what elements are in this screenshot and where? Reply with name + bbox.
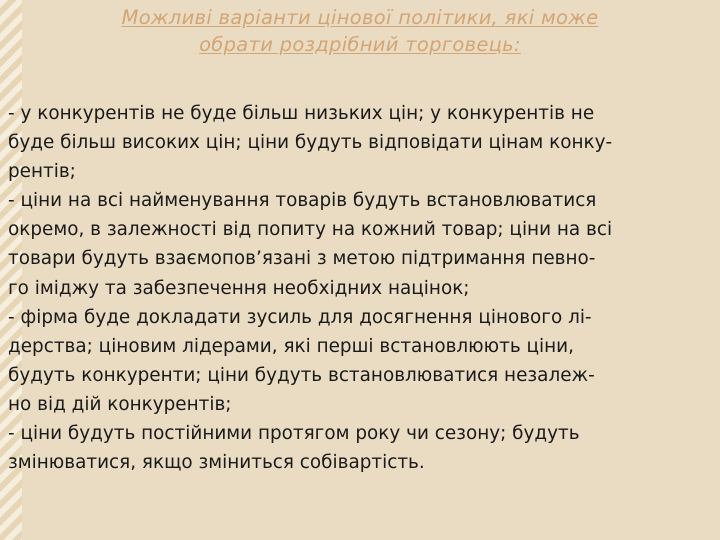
slide-title-line: обрати роздрібний торговець: xyxy=(199,33,521,56)
slide-title-line: Можливі варіанти цінової політики, які може xyxy=(121,6,599,29)
slide-title xyxy=(40,4,680,58)
body-line: товари будуть взаємопов’язані з метою підтримання певно- xyxy=(8,248,596,270)
body-line: окремо, в залежності від попиту на кожний товар; ціни на всі xyxy=(8,219,613,241)
body-line: го іміджу та забезпечення необхідних націнок; xyxy=(8,277,470,299)
body-line: рентів; xyxy=(8,161,76,183)
body-line: но від дій конкурентів; xyxy=(8,393,232,415)
body-line: дерства; ціновим лідерами, які перші встановлюють ціни, xyxy=(8,335,574,357)
slide-body xyxy=(8,99,718,477)
body-line: змінюватися, якщо зміниться собівартість. xyxy=(8,452,425,474)
body-line: - ціни на всі найменування товарів будуть встановлюватися xyxy=(8,190,597,212)
body-line: будуть конкуренти; ціни будуть встановлюватися незалеж- xyxy=(8,364,595,386)
body-line: - фірма буде докладати зусиль для досягнення цінового лі- xyxy=(8,306,592,328)
body-line: - ціни будуть постійними протягом року чи сезону; будуть xyxy=(8,423,580,445)
body-line: - у конкурентів не буде більш низьких цін; у конкурентів не xyxy=(8,103,595,124)
body-line: буде більш високих цін; ціни будуть відповідати цінам конку- xyxy=(8,132,613,154)
